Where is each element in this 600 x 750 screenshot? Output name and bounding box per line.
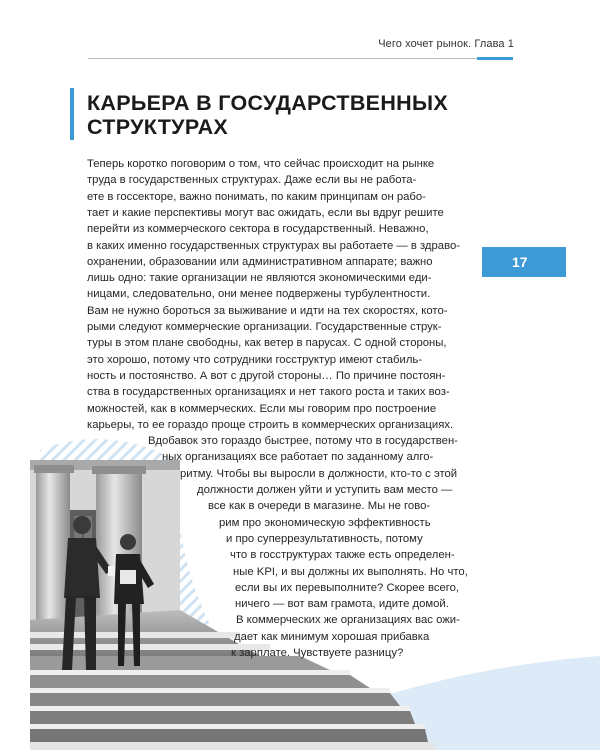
body-line: перейти из коммерческого сектора в государственный. Неважно, [87, 223, 429, 236]
body-line: к зарплате. Чувствуете разницу? [231, 647, 404, 659]
body-line: если вы их перевыполните? Скорее всего, [235, 581, 460, 594]
body-line: ных организациях все работает по заданному алго- [162, 451, 434, 464]
body-line: охранении, образовании или административном аппарате; важно [87, 255, 433, 268]
body-line: должности должен уйти и уступить вам место — [197, 484, 453, 496]
body-line: ете в госсекторе, важно понимать, по каким принципам он рабо- [87, 190, 426, 203]
body-line: ные KPI, и вы должны их выполнять. Но что, [233, 565, 468, 578]
body-line: можностей, как в коммерческих. Если мы говорим про построение [87, 402, 437, 415]
body-line: рим про экономическую эффективность [219, 516, 431, 529]
body-line: Теперь коротко поговорим о том, что сейчас происходит на рынке [87, 158, 435, 170]
header-rule [88, 58, 512, 59]
body-line: ритму. Чтобы вы выросли в должности, кто-то с этой [180, 467, 458, 480]
page-number-tab [482, 247, 566, 277]
body-line: дает как минимум хорошая прибавка [234, 630, 430, 643]
body-line: лишь одно: такие организации не являются экономическими еди- [87, 272, 432, 285]
title-accent-bar [70, 88, 74, 140]
body-line: это хорошо, потому что сотрудники госструктур имеют стабиль- [87, 353, 423, 366]
body-line: ничего — вот вам грамота, идите домой. [235, 598, 449, 611]
chapter-section-title [87, 91, 448, 139]
body-line: и про суперрезультативность, потому [226, 532, 423, 545]
body-line: рыми следуют коммерческие организации. Государственные струк- [87, 321, 442, 333]
body-line: ность и постоянство. А вот с другой стороны… По причине постоян- [87, 369, 446, 382]
body-line: в каких именно государственных структурах вы работаете — в здраво- [87, 239, 461, 252]
body-line: труда в государственных структурах. Даже если вы не работа- [87, 174, 417, 187]
title-line-1: КАРЬЕРА В ГОСУДАРСТВЕННЫХ [87, 91, 448, 115]
body-line: что в госструктурах также есть определен- [230, 549, 455, 562]
body-line: тает и какие перспективы могут вас ожидать, если вы вдруг решите [87, 206, 444, 219]
body-line: Вдобавок это гораздо быстрее, потому что в государствен- [148, 435, 458, 448]
page-number: 17 [512, 254, 528, 270]
body-line: Вам не нужно бороться за выживание и идти на тех скоростях, кото- [87, 304, 448, 317]
body-line: ства в государственных организациях и нет такого роста и таких воз- [87, 386, 450, 399]
body-line: карьеры, то ее гораздо проще строить в коммерческих организациях. [87, 418, 454, 431]
body-line: все как в очереди в магазине. Мы не гово- [208, 500, 431, 513]
body-line: ницами, следовательно, они менее подвержены турбулентности. [87, 288, 431, 301]
body-line: В коммерческих же организациях вас ожи- [236, 614, 460, 627]
header-accent-mark [477, 57, 513, 60]
running-head: Чего хочет рынок. Глава 1 [378, 38, 514, 50]
title-line-2: СТРУКТУРАХ [87, 115, 229, 139]
body-line: туры в этом плане свободны, как ветер в парусах. С одной стороны, [87, 337, 447, 350]
